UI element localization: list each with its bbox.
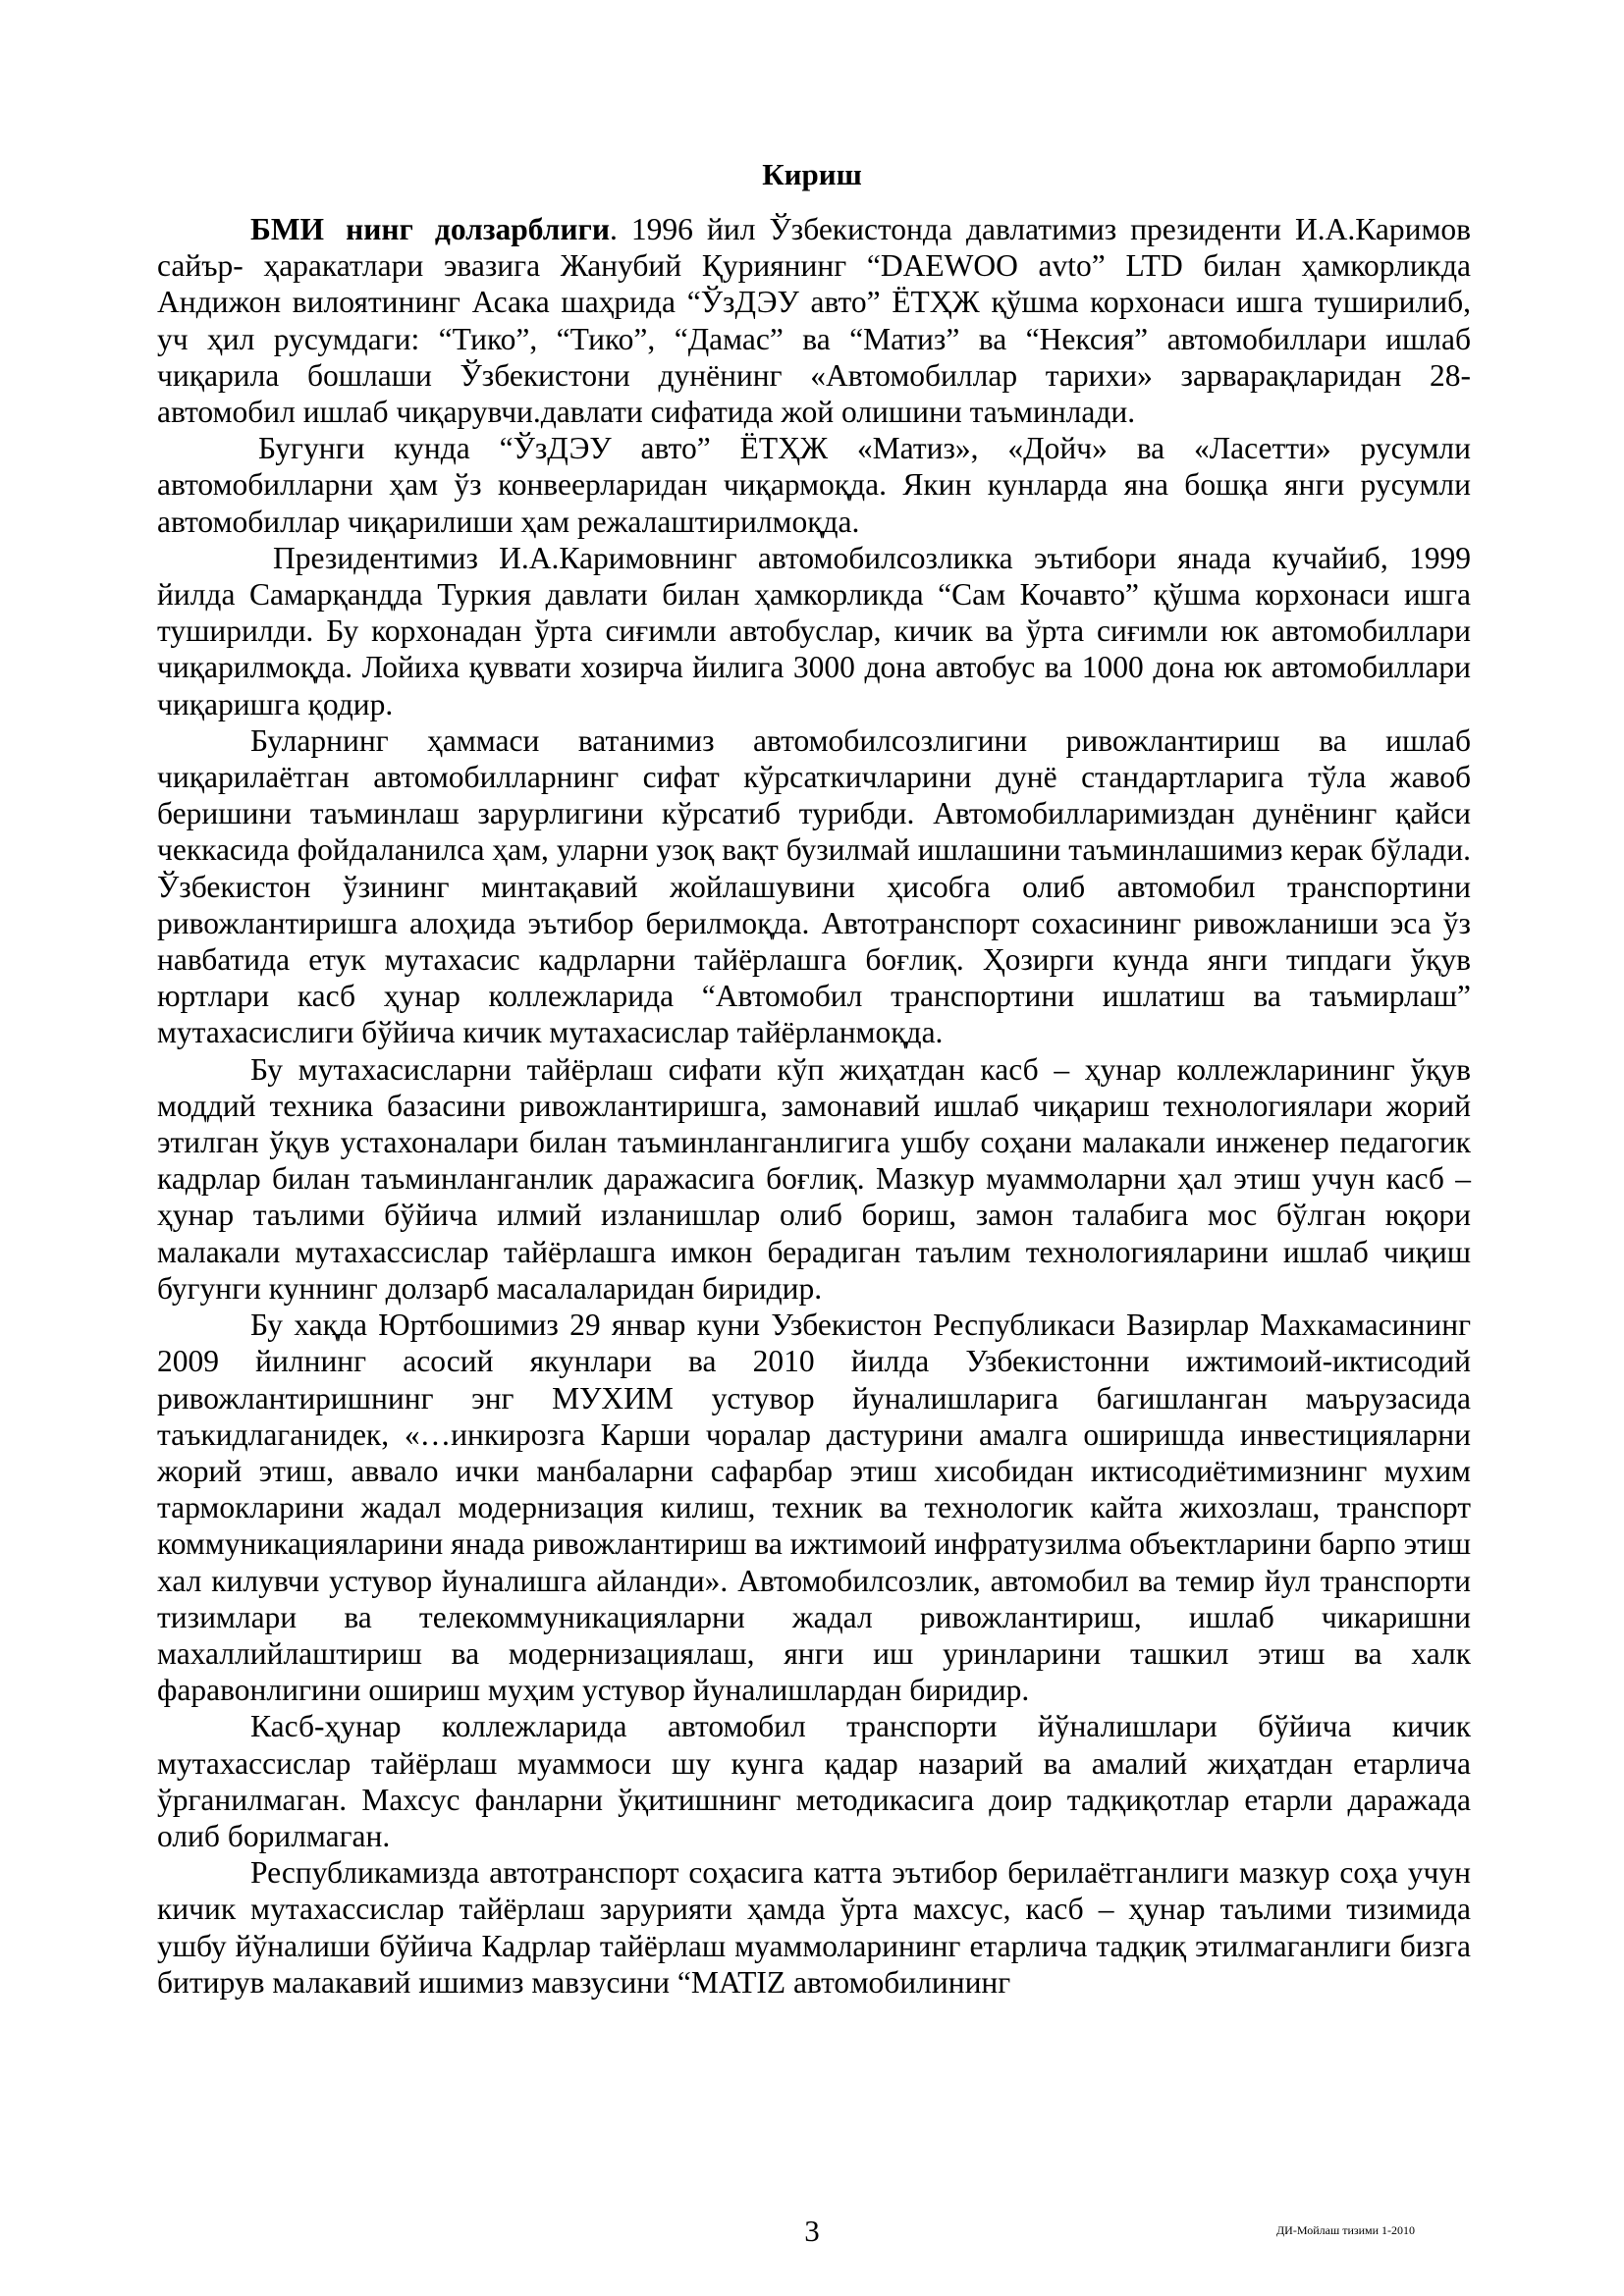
paragraph-4: Буларнинг ҳаммаси ватанимиз автомобилсозлигини ривожлантириш ва ишлаб чиқарилаётган автомобилларнинг сифат кўрсаткичларини дунё стандартларига тўла жавоб беришини таъминлаш зарурлигини кўрсатиб турибди. Автомобилларимиздан дунёнинг қайси чеккасида фойдаланилса ҳам, уларни узоқ вақт бузилмай ишлашини таъминлашимиз керак бўлади. Ўзбекистон ўзининг минтақавий жойлашувини ҳисобга олиб автомобил транспортини ривожлантиришга алоҳида эътибор берилмоқда. Автотранспорт сохасининг ривожланиши эса ўз навбатида етук мутахасис кадрларни тайёрлашга боғлиқ. Ҳозирги кунда янги типдаги ўқув юртлари касб ҳунар коллежларида “Автомобил транспортини ишлатиш ва таъмирлаш” мутахасислиги бўйича кичик мутахасислар тайёрланмоқда. [157, 722, 1471, 1050]
paragraph-7: Касб-ҳунар коллежларида автомобил транспорти йўналишлари бўйича кичик мутахассислар тайёрлаш муаммоси шу кунга қадар назарий ва амалий жиҳатдан етарлича ўрганилмаган. Махсус фанларни ўқитишнинг методикасига доир тадқиқотлар етарли даражада олиб борилмаган. [157, 1709, 1471, 1853]
paragraph-3: Президентимиз И.А.Каримовнинг автомобилсозликка эътибори янада кучайиб, 1999 йилда Самарқандда Туркия давлати билан ҳамкорликда “Сам Кочавто” қўшма корхонаси ишга туширилди. Бу корхонадан ўрта сиғимли автобуслар, кичик ва ўрта сиғимли юк автомобиллари чиқарилмоқда. Лойиха қуввати хозирча йилига 3000 дона автобус ва 1000 дона юк автомобиллари чиқаришга қодир. [157, 540, 1471, 721]
paragraph-1-lead: БМИ нинг долзарблиги [250, 212, 611, 246]
paragraph-6: Бу хақда Юртбошимиз 29 январ куни Узбекистон Республикаси Вазирлар Махкамасининг 2009 йилнинг асосий якунлари ва 2010 йилда Узбекистонни ижтимоий-иктисодий ривожлантиришнинг энг МУХИМ устувор йуналишларига багишланган маърузасида таъкидлаганидек, «…инкирозга Карши чоралар дастурини амалга оширишда инвестицияларни жорий этиш, аввало ички манбаларни сафарбар этиш хисобидан иктисодиётимизнинг мухим тармокларини жадал модернизация килиш, техник ва технологик кайта жихозлаш, транспорт коммуникацияларини янада ривожлантириш ва ижтимоий инфратузилма объектларини барпо этиш хал килувчи устувор йуналишга айланди». Автомобилсозлик, автомобил ва темир йул транспорти тизимлари ва телекоммуникацияларни жадал ривожлантириш, ишлаб чикаришни махаллийлаштириш ва модернизациялаш, янги иш уринларини ташкил этиш ва халк фаравонлигини ошириш муҳим устувор йуналишлардан биридир. [157, 1308, 1471, 1708]
paragraph-5: Бу мутахасисларни тайёрлаш сифати кўп жиҳатдан касб – ҳунар коллежларининг ўқув моддий техника базасини ривожлантиришга, замонавий ишлаб чиқариш технологиялари жорий этилган ўқув устахоналари билан таъминланганлигига ушбу соҳани малакали инженер педагогик кадрлар билан таъминланганлик даражасига боғлиқ. Мазкур муаммоларни ҳал этиш учун касб – ҳунар таълими бўйича илмий изланишлар олиб бориш, замон талабига мос бўлган юқори малакали мутахассислар тайёрлашга имкон берадиган таълим технологияларини ишлаб чиқиш бугунги куннинг долзарб масалаларидан биридир. [157, 1051, 1471, 1306]
footer-note: ДИ-Мойлаш тизими 1-2010 [1276, 2223, 1416, 2237]
page-title: Кириш [762, 157, 862, 191]
paragraph-8: Республикамизда автотранспорт соҳасига катта эътибор берилаётганлиги мазкур соҳа учун кичик мутахассислар тайёрлаш зарурияти ҳамда ўрта махсус, касб – ҳунар таълими тизимида ушбу йўналиши бўйича Кадрлар тайёрлаш муаммоларининг етарлича тадқиқ этилмаганлиги бизга битирув малакавий ишимиз мавзусини “MATIZ автомобилининг [157, 1855, 1471, 2000]
body-text [157, 211, 1471, 2001]
page-number: 3 [804, 2214, 820, 2248]
paragraph-2: Бугунги кунда “ЎзДЭУ авто” ЁТҲЖ «Матиз», «Дойч» ва «Ласетти» русумли автомобилларни ҳам ўз конвеерларидан чиқармоқда. Якин кунларда яна бошқа янги русумли автомобиллар чиқарилиши ҳам режалаштирилмоқда. [157, 431, 1471, 539]
paragraph-1 [157, 211, 1471, 430]
paragraph-1-text: . 1996 йил Ўзбекистонда давлатимиз президенти И.А.Каримов сайър- ҳаракатлари эвазига Жанубий Қуриянинг “DAEWOO avto” LTD билан ҳамкорликда Андижон вилоятининг Асака шаҳрида “ЎзДЭУ авто” ЁТҲЖ қўшма корхонаси ишга туширилиб, уч ҳил русумдаги: “Тико”, “Тико”, “Дамас” ва “Матиз” ва “Нексия” автомобиллари ишлаб чиқарила бошлаши Ўзбекистони дунёнинг «Автомобиллар тарихи» зарварақларидан 28- автомобил ишлаб чиқарувчи.давлати сифатида жой олишини таъминлади. [157, 212, 1471, 430]
